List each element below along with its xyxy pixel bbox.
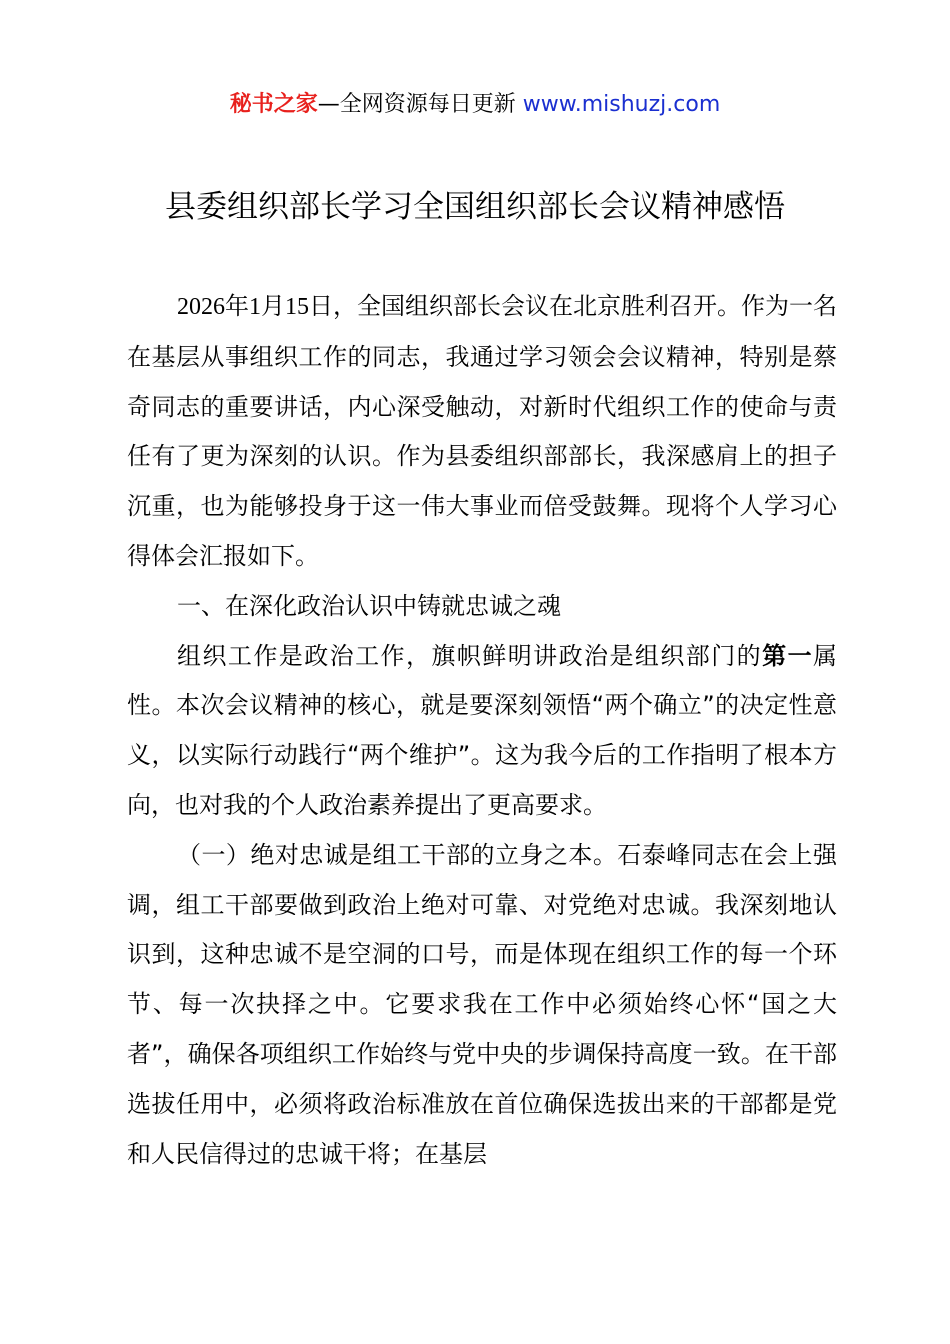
meeting-date: 2026年1月15日 — [177, 294, 333, 320]
paragraph-political-work — [127, 632, 837, 831]
paragraph-political-work-before: 组织工作是政治工作，旗帜鲜明讲政治是组织部门的 — [177, 641, 763, 670]
document-body — [127, 282, 837, 1179]
site-url-link[interactable]: www.mishuzj.com — [522, 92, 721, 117]
site-tagline: —全网资源每日更新 — [317, 92, 523, 117]
section-heading-1: 一、在深化政治认识中铸就忠诚之魂 — [177, 591, 561, 620]
paragraph-political-work-after: 属性。本次会议精神的核心，就是要深刻领悟“两个确立”的决定性意义，以实际行动践行“两个维护”。这为我今后的工作指明了根本方向，也对我的个人政治素养提出了更高要求。 — [127, 641, 838, 819]
paragraph-intro — [127, 282, 837, 582]
document-title: 县委组织部长学习全国组织部长会议精神感悟 — [165, 189, 785, 225]
paragraph-intro-text: ，全国组织部长会议在北京胜利召开。作为一名在基层从事组织工作的同志，我通过学习领会会议精神，特别是蔡奇同志的重要讲话，内心深受触动，对新时代组织工作的使命与责任有了更为深刻的认识。作为县委组织部部长，我深感肩上的担子沉重，也为能够投身于这一伟大事业而倍受鼓舞。现将个人学习心得体会汇报如下。 — [127, 292, 837, 570]
site-brand: 秘书之家 — [229, 92, 318, 117]
paragraph-political-work-bold: 第一 — [762, 641, 814, 670]
paragraph-loyalty: （一）绝对忠诚是组工干部的立身之本。石泰峰同志在会上强调，组工干部要做到政治上绝对可靠、对党绝对忠诚。我深刻地认识到，这种忠诚不是空洞的口号，而是体现在组织工作的每一个环节、每一次抉择之中。它要求我在工作中必须始终心怀“国之大者”，确保各项组织工作始终与党中央的步调保持高度一致。在干部选拔任用中，必须将政治标准放在首位确保选拔出来的干部都是党和人民信得过的忠诚干将；在基层 — [127, 840, 837, 1168]
site-header — [0, 88, 950, 122]
